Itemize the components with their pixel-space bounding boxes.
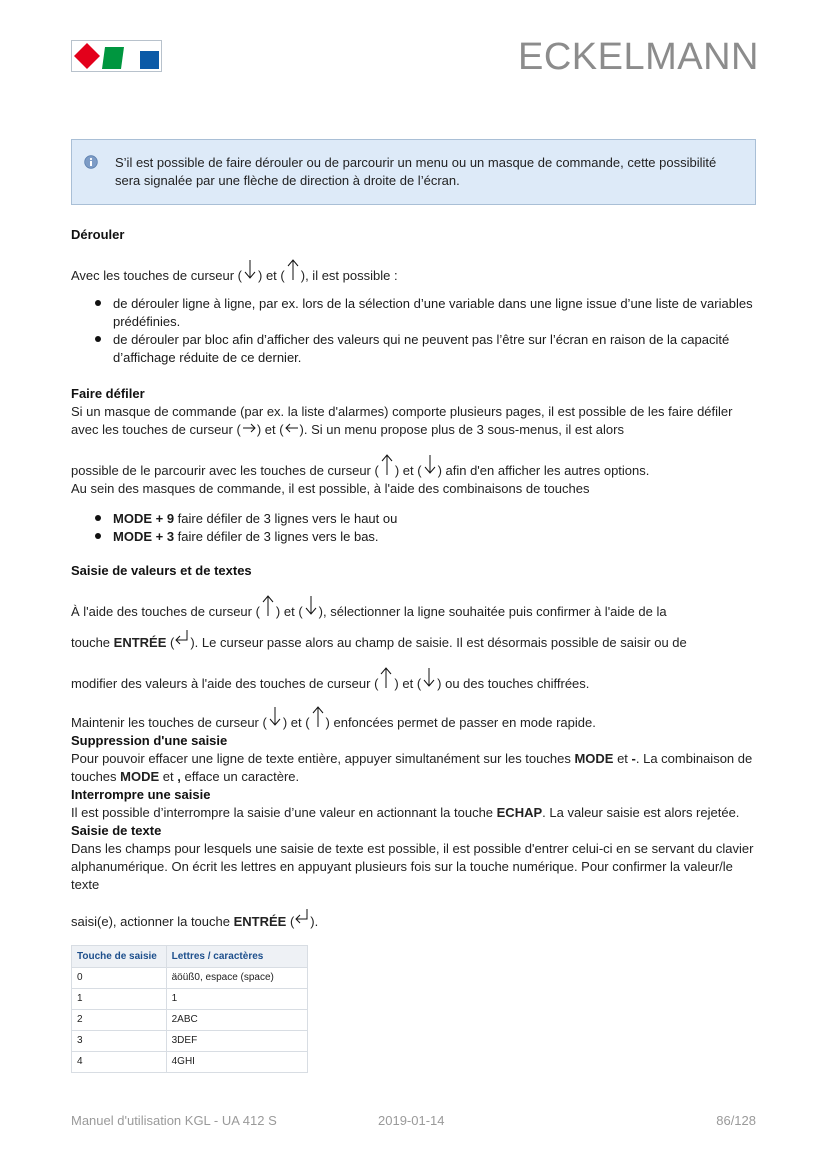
heading-faire-defiler: Faire défiler bbox=[71, 386, 145, 401]
list-item: MODE + 3 faire défiler de 3 lignes vers le bas. bbox=[95, 528, 756, 546]
paragraph-interrompre: Il est possible d’interrompre la saisie d’une valeur en actionnant la touche ECHAP. La valeur saisie est alors rejetée. bbox=[71, 805, 740, 820]
table-cell: 0 bbox=[72, 968, 167, 989]
paragraph-derouler: Avec les touches de curseur ( ) et ( ), il est possible : bbox=[71, 258, 756, 285]
logo-blue-square bbox=[140, 51, 159, 69]
brand-name: ECKELMANN bbox=[518, 36, 759, 78]
heading-derouler: Dérouler bbox=[71, 227, 125, 242]
paragraph-defiler-1: Si un masque de commande (par ex. la liste d'alarmes) comporte plusieurs pages, il est possible de les faire défiler avec les touches de curseur ( ) et ( ). Si un menu propose plus de 3 sous-menus, il est alors bbox=[71, 404, 733, 437]
column-header: Lettres / caractères bbox=[166, 946, 307, 968]
paragraph-defiler-2: possible de le parcourir avec les touches de curseur ( ) et ( ) afin d'en afficher les autres options. bbox=[71, 453, 756, 480]
footer-document-title: Manuel d'utilisation KGL - UA 412 S bbox=[71, 1113, 277, 1128]
paragraph-saisie-texte-2: saisi(e), actionner la touche ENTRÉE ( ). bbox=[71, 906, 756, 931]
logo-green-parallelogram bbox=[102, 47, 124, 69]
table-row bbox=[72, 1052, 308, 1073]
arrow-up-icon bbox=[378, 666, 394, 690]
arrow-up-icon bbox=[285, 258, 301, 282]
arrow-up-icon bbox=[310, 705, 326, 729]
arrow-down-icon bbox=[242, 258, 258, 282]
table-row bbox=[72, 1010, 308, 1031]
table-cell: 3 bbox=[72, 1031, 167, 1052]
eckelmann-logo bbox=[71, 40, 162, 72]
table-row bbox=[72, 989, 308, 1010]
table-cell: 3DEF bbox=[166, 1031, 307, 1052]
list-item: de dérouler ligne à ligne, par ex. lors de la sélection d’une variable dans une ligne issue d’une liste de variables prédéfinies. bbox=[95, 295, 756, 331]
arrow-down-icon bbox=[421, 666, 437, 690]
heading-saisie-valeurs: Saisie de valeurs et de textes bbox=[71, 563, 252, 578]
table-cell: 1 bbox=[166, 989, 307, 1010]
arrow-up-icon bbox=[260, 594, 276, 618]
footer-date: 2019-01-14 bbox=[378, 1113, 445, 1128]
table-row bbox=[72, 1031, 308, 1052]
paragraph-saisie-texte-1: Dans les champs pour lesquels une saisie de texte est possible, il est possible d'entrer celui-ci en se servant du clavier alphanumérique. On écrit les lettres en appuyant plusieurs fois sur la touche numérique. Pour confirmer la valeur/le texte bbox=[71, 841, 754, 892]
list-item: de dérouler par bloc afin d’afficher des valeurs qui ne peuvent pas l’être sur l’écran en raison de la capacité d’affichage réduite de ce dernier. bbox=[95, 331, 756, 367]
bullet-list-derouler bbox=[95, 295, 756, 367]
bullet-list-defiler bbox=[95, 510, 756, 546]
arrow-down-icon bbox=[303, 594, 319, 618]
arrow-left-icon bbox=[284, 422, 300, 434]
paragraph-saisie-1: À l'aide des touches de curseur ( ) et ( ), sélectionner la ligne souhaitée puis confirmer à l'aide de la bbox=[71, 594, 756, 621]
arrow-up-icon bbox=[379, 453, 395, 477]
table-cell: 2 bbox=[72, 1010, 167, 1031]
heading-interrompre: Interrompre une saisie bbox=[71, 787, 211, 802]
table-row bbox=[72, 968, 308, 989]
info-box bbox=[71, 139, 756, 205]
table-cell: 4GHI bbox=[166, 1052, 307, 1073]
info-text: S’il est possible de faire dérouler ou de parcourir un menu ou un masque de commande, cette possibilité sera signalée par une flèche de direction à droite de l’écran. bbox=[115, 155, 717, 188]
heading-suppression: Suppression d'une saisie bbox=[71, 733, 228, 748]
column-header: Touche de saisie bbox=[72, 946, 167, 968]
table-cell: 4 bbox=[72, 1052, 167, 1073]
paragraph-saisie-4: Maintenir les touches de curseur ( ) et ( ) enfoncées permet de passer en mode rapide. bbox=[71, 705, 756, 732]
list-item: MODE + 9 faire défiler de 3 lignes vers le haut ou bbox=[95, 510, 756, 528]
paragraph-saisie-3: modifier des valeurs à l'aide des touches de curseur ( ) et ( ) ou des touches chiffrées. bbox=[71, 666, 756, 693]
enter-key-icon bbox=[294, 906, 310, 926]
paragraph-suppression: Pour pouvoir effacer une ligne de texte entière, appuyer simultanément sur les touches MODE et -. La combinaison de touches MODE et , efface un caractère. bbox=[71, 751, 753, 784]
arrow-down-icon bbox=[422, 453, 438, 477]
heading-saisie-texte: Saisie de texte bbox=[71, 823, 162, 838]
arrow-down-icon bbox=[267, 705, 283, 729]
arrow-right-icon bbox=[241, 422, 257, 434]
table-cell: 2ABC bbox=[166, 1010, 307, 1031]
paragraph-saisie-2: touche ENTRÉE ( ). Le curseur passe alors au champ de saisie. Il est désormais possible de saisir ou de bbox=[71, 627, 756, 652]
main-content bbox=[71, 226, 756, 1073]
info-icon bbox=[84, 155, 98, 169]
key-table bbox=[71, 945, 308, 1073]
footer-page-number: 86/128 bbox=[716, 1113, 756, 1128]
enter-key-icon bbox=[174, 627, 190, 647]
table-cell: 1 bbox=[72, 989, 167, 1010]
paragraph-defiler-3: Au sein des masques de commande, il est possible, à l'aide des combinaisons de touches bbox=[71, 481, 590, 496]
table-header-row bbox=[72, 946, 308, 968]
table-cell: äöüß0, espace (space) bbox=[166, 968, 307, 989]
